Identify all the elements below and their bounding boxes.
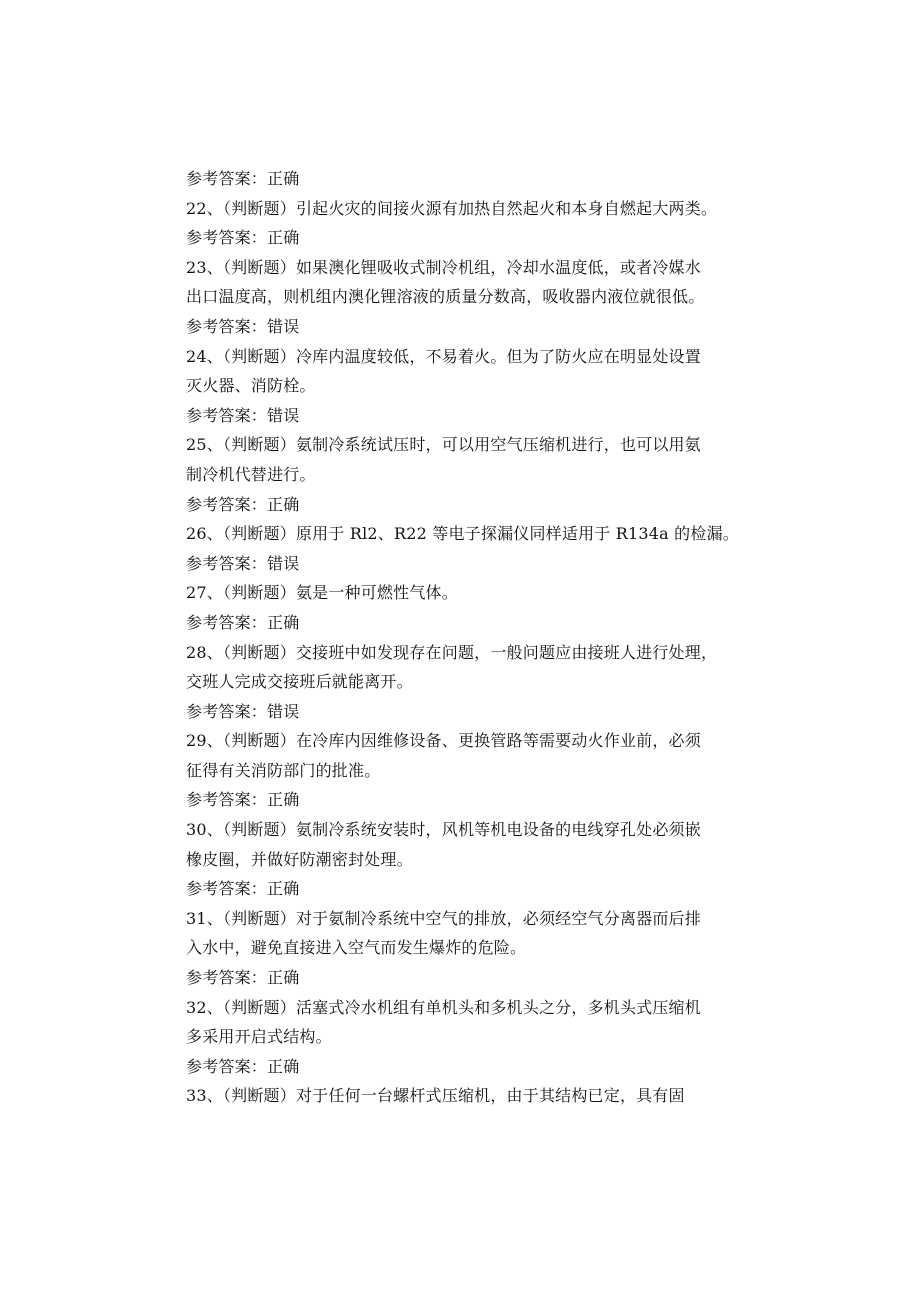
question-line: 32、（判断题）活塞式冷水机组有单机头和多机头之分，多机头式压缩机	[186, 997, 701, 1017]
answer-line: 参考答案：正确	[186, 790, 300, 810]
question-line: 24、（判断题）冷库内温度较低，不易着火。但为了防火应在明显处设置	[186, 346, 701, 366]
question-line: 征得有关消防部门的批准。	[186, 760, 381, 780]
question-line: 29、（判断题）在冷库内因维修设备、更换管路等需要动火作业前，必须	[186, 731, 701, 751]
question-line: 多采用开启式结构。	[186, 1027, 332, 1047]
question-line: 橡皮圈，并做好防潮密封处理。	[186, 849, 413, 869]
question-line: 交班人完成交接班后就能离开。	[186, 672, 413, 692]
question-line: 26、（判断题）原用于 Rl2、R22 等电子探漏仪同样适用于 R134a 的检漏。	[186, 524, 739, 544]
question-line: 30、（判断题）氨制冷系统安装时，风机等机电设备的电线穿孔处必须嵌	[186, 820, 701, 840]
answer-line: 参考答案：正确	[186, 968, 300, 988]
answer-line: 参考答案：正确	[186, 494, 300, 514]
question-line: 31、（判断题）对于氨制冷系统中空气的排放，必须经空气分离器而后排	[186, 908, 701, 928]
answer-line: 参考答案：错误	[186, 553, 300, 573]
question-line: 27、（判断题）氨是一种可燃性气体。	[186, 583, 458, 603]
question-line: 33、（判断题）对于任何一台螺杆式压缩机，由于其结构已定，具有固	[186, 1086, 685, 1106]
answer-line: 参考答案：正确	[186, 612, 300, 632]
question-line: 入水中，避免直接进入空气而发生爆炸的危险。	[186, 938, 527, 958]
answer-line: 参考答案：正确	[186, 879, 300, 899]
answer-line: 参考答案：正确	[186, 1056, 300, 1076]
document-body	[186, 164, 746, 1111]
question-line: 25、（判断题）氨制冷系统试压时，可以用空气压缩机进行，也可以用氨	[186, 435, 701, 455]
question-line: 28、（判断题）交接班中如发现存在问题，一般问题应由接班人进行处理，	[186, 642, 718, 662]
answer-line: 参考答案：正确	[186, 169, 300, 188]
question-line: 出口温度高，则机组内澳化锂溶液的质量分数高，吸收器内液位就很低。	[186, 287, 705, 307]
answer-line: 参考答案：错误	[186, 316, 300, 336]
answer-line: 参考答案：正确	[186, 228, 300, 248]
question-line: 22、（判断题）引起火灾的间接火源有加热自然起火和本身自燃起大两类。	[186, 198, 718, 218]
question-line: 制冷机代替进行。	[186, 464, 316, 484]
answer-line: 参考答案：错误	[186, 701, 300, 721]
question-line: 灭火器、消防栓。	[186, 376, 316, 396]
answer-line: 参考答案：错误	[186, 405, 300, 425]
question-line: 23、（判断题）如果澳化锂吸收式制冷机组，冷却水温度低，或者冷媒水	[186, 257, 701, 277]
